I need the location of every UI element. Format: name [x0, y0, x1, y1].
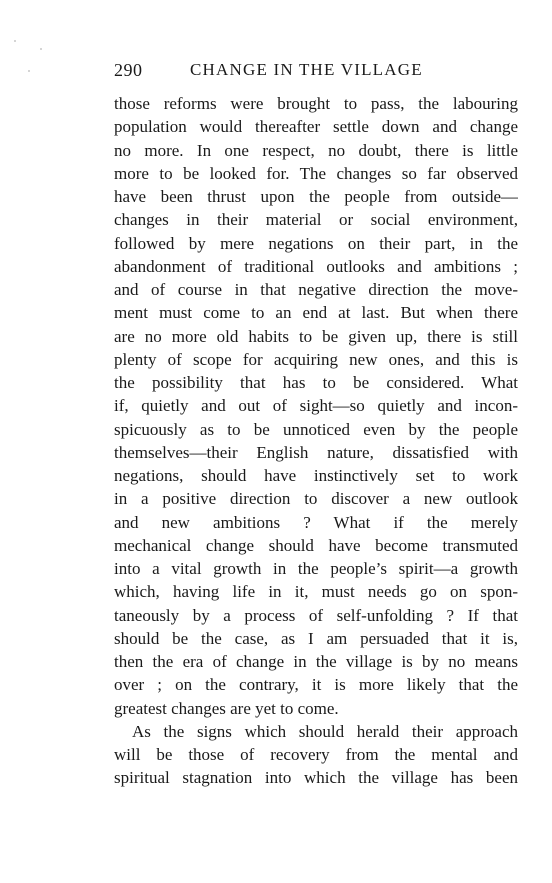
paragraph-end-line: greatest changes are yet to come.: [114, 698, 339, 718]
text-line: will be those of recovery from the mental and: [114, 745, 518, 764]
text-line: themselves—their English nature, dissatisfied with: [114, 442, 518, 462]
text-line: and new ambitions ? What if the merely: [114, 512, 518, 532]
text-line: the possibility that has to be considered. What: [114, 373, 518, 392]
text-line: in a positive direction to discover a new outlook: [114, 489, 518, 509]
page-header: [114, 60, 518, 86]
text-line: no more. In one respect, no doubt, there is little: [114, 140, 518, 160]
text-line: if, quietly and out of sight—so quietly and incon-: [114, 396, 518, 416]
text-line: abandonment of traditional outlooks and ambitions ;: [114, 256, 518, 276]
text-line: then the era of change in the village is by no means: [114, 652, 518, 671]
text-line: over ; on the contrary, it is more likely that the: [114, 675, 518, 695]
text-line: population would thereafter settle down and change: [114, 117, 518, 137]
text-line: into a vital growth in the people’s spirit—a growth: [114, 559, 518, 578]
paper-speck: [40, 48, 42, 50]
text-line: ment must come to an end at last. But when there: [114, 303, 518, 323]
text-line: and of course in that negative direction the move-: [114, 280, 518, 299]
text-line: are no more old habits to be given up, there is still: [114, 326, 518, 346]
text-line: which, having life in it, must needs go on spon-: [114, 582, 518, 602]
page-number: 290: [114, 60, 143, 80]
paper-speck: [14, 40, 16, 42]
text-line: those reforms were brought to pass, the labouring: [114, 94, 518, 113]
text-line: have been thrust upon the people from outside—: [114, 187, 518, 206]
text-line: mechanical change should have become transmuted: [114, 535, 518, 555]
text-line: spiritual stagnation into which the village has been: [114, 768, 518, 788]
text-line: negations, should have instinctively set to work: [114, 466, 518, 485]
body-text: [114, 92, 518, 790]
text-line: more to be looked for. The changes so far observed: [114, 163, 518, 183]
paragraph-start-line: As the signs which should herald their approach: [132, 721, 518, 741]
text-line: plenty of scope for acquiring new ones, and this is: [114, 349, 518, 369]
text-line: changes in their material or social environment,: [114, 210, 518, 230]
text-line: should be the case, as I am persuaded that it is,: [114, 628, 518, 648]
text-line: taneously by a process of self-unfolding ? If that: [114, 605, 518, 625]
running-head: CHANGE IN THE VILLAGE: [190, 60, 423, 79]
text-line: followed by mere negations on their part, in the: [114, 233, 518, 253]
text-line: spicuously as to be unnoticed even by the people: [114, 419, 518, 439]
paper-speck: [28, 70, 30, 72]
